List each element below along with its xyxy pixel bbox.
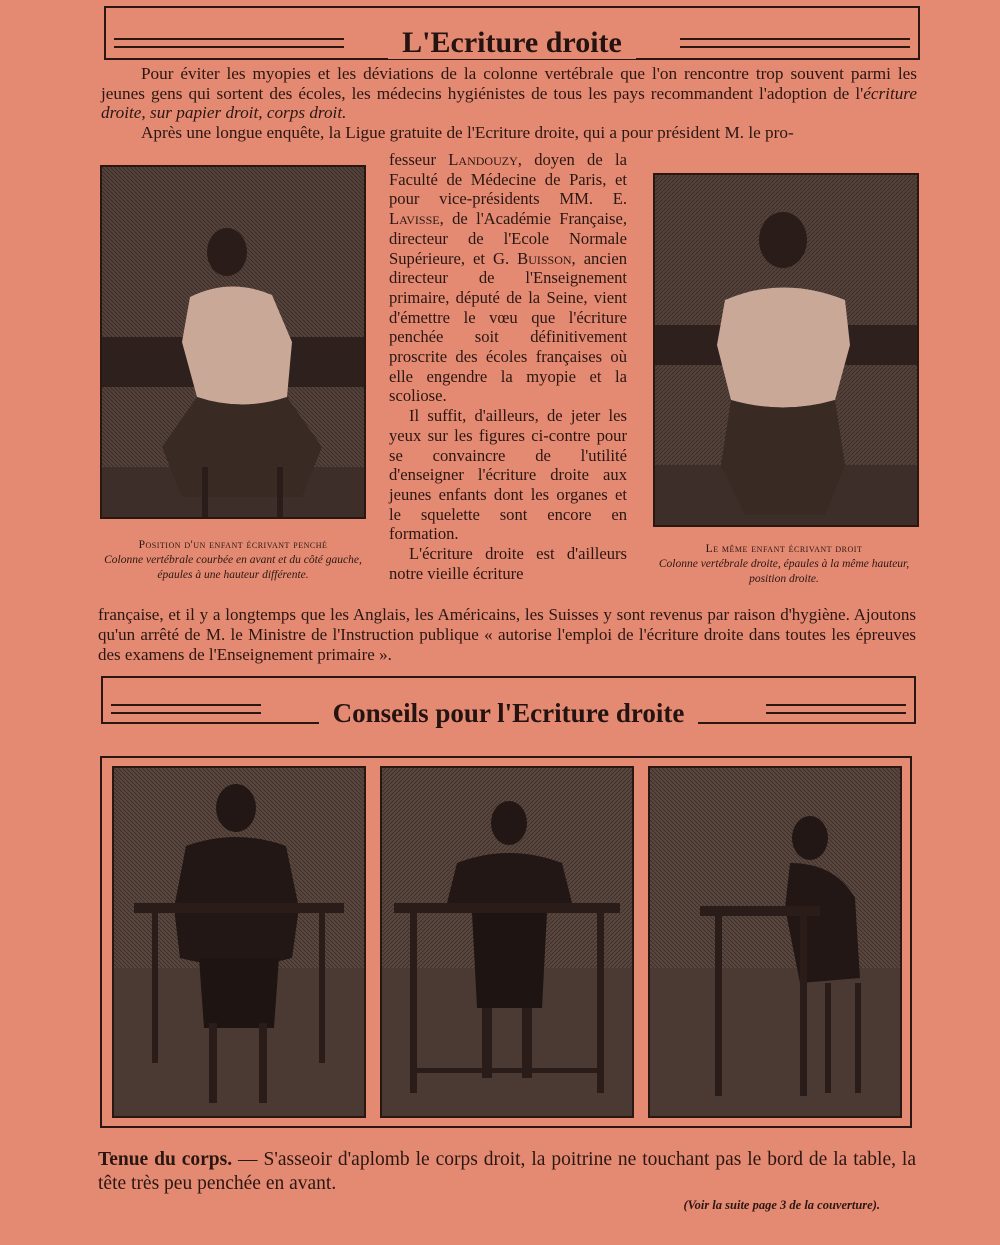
name-buisson: Buisson — [517, 248, 572, 268]
advice-title: Conseils pour l'Ecriture droite — [103, 698, 914, 729]
column-paragraph-2: Il suffit, d'ailleurs, de jeter les yeux sur les figures ci-contre pour se convaincre de l'utilité d'enseigner l'écriture droite aux jeunes enfants dont les organes et le squelette sont encore en formation. — [389, 406, 627, 544]
photo-posture-side — [648, 766, 902, 1118]
caption-right-head: Le même enfant écrivant droit — [705, 543, 863, 555]
posture-instructions — [98, 1148, 916, 1196]
caption-right-body: Colonne vertébrale droite, épaules à la même hauteur, position droite. — [658, 558, 910, 585]
intro-paragraph — [101, 64, 917, 142]
para2-first-line: Après une longue enquête, la Ligue gratuite de l'Ecriture droite, qui a pour président M. le pro- — [141, 122, 794, 142]
section1-closing-paragraph: française, et il y a longtemps que les Anglais, les Américains, les Suisses y sont revenus par raison d'hygiène. Ajoutons qu'un arrêté de M. le Ministre de l'Instruction publique « autorise l'emploi de l'écriture droite dans toutes les épreuves des examens de l'Enseignement primaire ». — [98, 605, 916, 664]
intro-emphasis: écriture droite, sur papier droit, corps droit. — [101, 83, 917, 122]
tenue-text: — S'asseoir d'aplomb le corps droit, la poitrine ne touchant pas le bord de la table, la tête très peu penchée en avant. — [98, 1149, 916, 1194]
page-title: L'Ecriture droite — [106, 26, 918, 60]
name-landouzy: Landouzy — [448, 150, 518, 169]
caption-left — [98, 538, 368, 583]
advice-banner — [101, 676, 916, 728]
caption-left-body: Colonne vertébrale courbée en avant et du côté gauche, épaules à une hauteur différente. — [104, 554, 362, 581]
intro-text: Pour éviter les myopies et les déviations de la colonne vertébrale que l'on rencontre trop souvent parmi les jeunes gens qui sortent des écoles, les médecins hygiénistes de tous les pays recommandent l'adoption de l' — [101, 64, 917, 103]
posture-photos-frame — [100, 756, 912, 1128]
photo-posture-back — [112, 766, 366, 1118]
column-paragraph-3: L'écriture droite est d'ailleurs notre vieille écriture — [389, 544, 627, 583]
title-banner — [104, 6, 920, 60]
name-lavisse: Lavisse — [389, 209, 440, 229]
continuation-note: (Voir la suite page 3 de la couverture). — [683, 1198, 880, 1212]
photo-posture-front — [380, 766, 634, 1118]
caption-right — [650, 542, 918, 587]
tenue-label: Tenue du corps. — [98, 1149, 233, 1170]
photo-child-writing-straight — [653, 173, 919, 527]
photo-child-writing-slanted — [100, 165, 366, 519]
middle-column-text: fesseur Landouzy, doyen de la Faculté de Médecine de Paris, et pour vice-présidents MM. E. Lavisse, de l'Académie Française, directeur de l'Ecole Normale Supérieure, et G. Buisson, ancien directeur de l'Enseignement primaire, député de la Seine, vient d'émettre le vœu que l'écriture penchée soit définitivement proscrite des écoles françaises où elle engendre la myopie et la scoliose. Il suffit, d'ailleurs, de jeter les yeux sur les figures ci-contre pour se convaincre de l'utilité d'enseigner l'écriture droite aux jeunes enfants dont les organes et le squelette sont encore en formation. L'écriture droite est d'ailleurs notre vieille écriture — [389, 150, 627, 583]
caption-left-head: Position d'un enfant écrivant penché — [138, 539, 328, 551]
